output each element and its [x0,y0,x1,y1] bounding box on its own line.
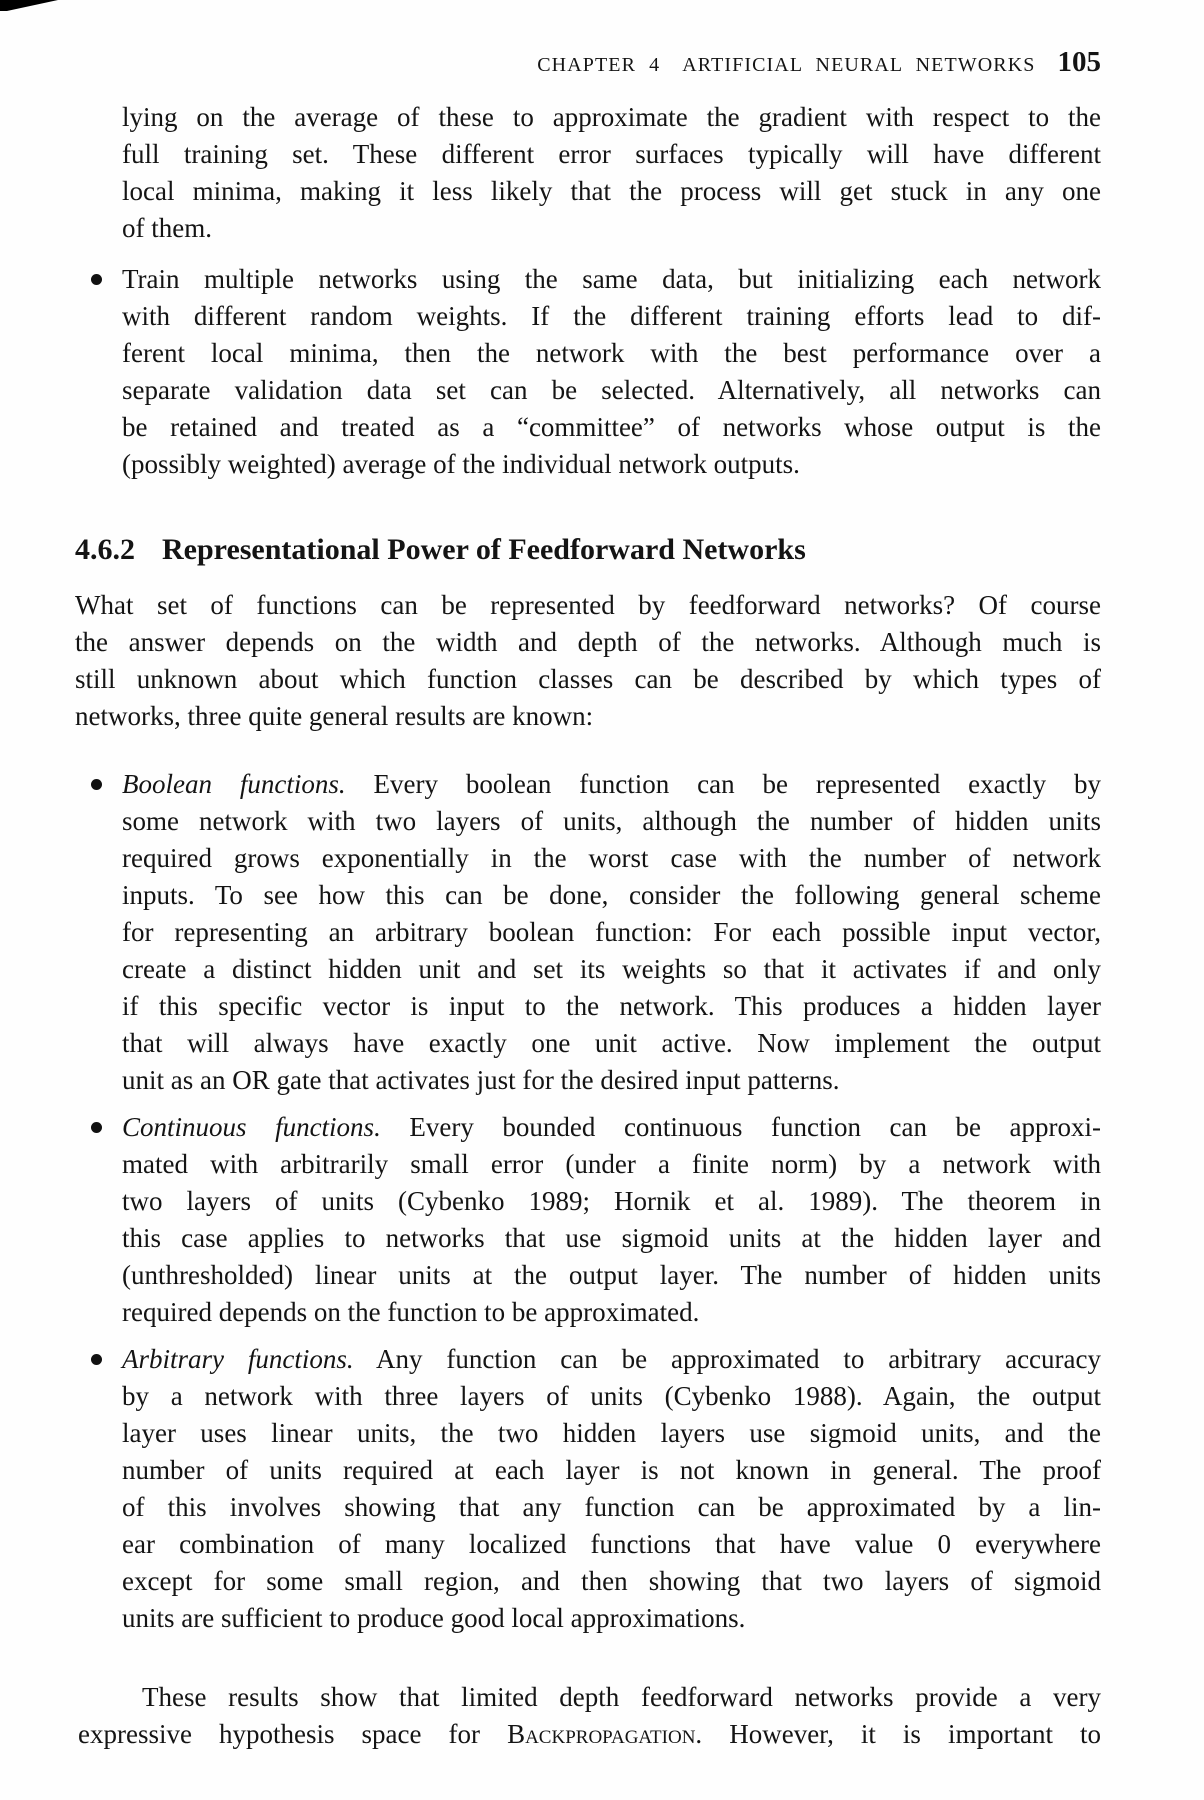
scan-corner-artifact [0,0,58,11]
text-line: ferent local minima, then the network with the best performance over a [122,338,1101,368]
list-item-boolean-functions [122,766,1101,1099]
first-line-text: Any function can be approximated to arbitrary accuracy [376,1344,1102,1374]
text-line: required depends on the function to be approximated. [122,1297,700,1327]
text-line: some network with two layers of units, although the number of hidden units [122,806,1101,836]
text-line: of this involves showing that any function can be approximated by a lin- [122,1492,1101,1522]
closing-line-2-post: . However, it is important to [695,1719,1101,1749]
list-item-first-line [122,1109,1101,1146]
text-line: except for some small region, and then showing that two layers of sigmoid [122,1566,1101,1596]
bullet-icon [91,1354,102,1365]
text-line: (possibly weighted) average of the individual network outputs. [122,449,800,479]
page-content [75,0,1101,1753]
page-number: 105 [1057,46,1101,78]
text-line: (unthresholded) linear units at the output layer. The number of hidden units [122,1260,1101,1290]
list-item-arbitrary-functions [122,1341,1101,1637]
text-line: of them. [122,213,212,243]
list-item-text [122,1146,1101,1331]
continuation-paragraph [122,99,1101,247]
italic-lead: Boolean functions. [122,769,346,799]
keyword-backpropagation: Backpropagation [507,1719,696,1749]
text-line: if this specific vector is input to the network. This produces a hidden layer [122,991,1101,1021]
text-line: with different random weights. If the different training efforts lead to dif- [122,301,1101,331]
italic-lead: Continuous functions. [122,1112,381,1142]
closing-paragraph [78,1679,1101,1753]
list-item-text [122,1378,1101,1637]
section-number: 4.6.2 [75,533,135,566]
text-line: unit as an OR gate that activates just for the desired input patterns. [122,1065,840,1095]
text-line: required grows exponentially in the worst case with the number of network [122,843,1101,873]
text-line: ear combination of many localized functions that have value 0 everywhere [122,1529,1101,1559]
list-item-text [122,261,1101,483]
text-line: layer uses linear units, the two hidden layers use sigmoid units, and the [122,1418,1101,1448]
running-header [75,46,1101,79]
text-line: be retained and treated as a “committee” of networks whose output is the [122,412,1101,442]
text-line: lying on the average of these to approximate the gradient with respect to the [122,102,1101,132]
text-line [78,1716,1101,1753]
list-item-committee [122,261,1101,483]
text-line: separate validation data set can be selected. Alternatively, all networks can [122,375,1101,405]
list-item-first-line [122,1341,1101,1378]
closing-line-1: These results show that limited depth feedforward networks provide a very [142,1682,1101,1712]
text-line: local minima, making it less likely that the process will get stuck in any one [122,176,1101,206]
list-item-text [122,803,1101,1099]
list-item-continuous-functions [122,1109,1101,1331]
overview-paragraph [75,587,1101,735]
closing-line-2-pre: expressive hypothesis space for [78,1719,481,1749]
text-line: still unknown about which function classes can be described by which types of [75,664,1101,694]
section-title: Representational Power of Feedforward Networks [162,533,806,566]
text-line: networks, three quite general results are known: [75,701,594,731]
text-line: the answer depends on the width and depth of the networks. Although much is [75,627,1101,657]
chapter-title: ARTIFICIAL NEURAL NETWORKS [682,54,1036,76]
text-line: What set of functions can be represented by feedforward networks? Of course [75,590,1101,620]
first-line-text: Every boolean function can be represented exactly by [373,769,1101,799]
bullet-icon [91,1122,102,1133]
text-line: number of units required at each layer is not known in general. The proof [122,1455,1101,1485]
list-item-first-line [122,766,1101,803]
text-line: Train multiple networks using the same data, but initializing each network [122,264,1101,294]
text-line: create a distinct hidden unit and set its weights so that it activates if and only [122,954,1101,984]
text-line: for representing an arbitrary boolean function: For each possible input vector, [122,917,1101,947]
text-line: by a network with three layers of units (Cybenko 1988). Again, the output [122,1381,1101,1411]
text-line: two layers of units (Cybenko 1989; Hornik et al. 1989). The theorem in [122,1186,1101,1216]
section-heading [75,533,1101,567]
text-line: that will always have exactly one unit active. Now implement the output [122,1028,1101,1058]
chapter-label: CHAPTER 4 [537,54,661,76]
text-line: inputs. To see how this can be done, consider the following general scheme [122,880,1101,910]
text-line: full training set. These different error surfaces typically will have different [122,139,1101,169]
bullet-icon [91,779,102,790]
text-line: mated with arbitrarily small error (under a finite norm) by a network with [122,1149,1101,1179]
italic-lead: Arbitrary functions. [122,1344,354,1374]
first-line-text: Every bounded continuous function can be approxi- [409,1112,1102,1142]
bullet-icon [91,274,102,285]
text-line [78,1679,1101,1716]
text-line: this case applies to networks that use sigmoid units at the hidden layer and [122,1223,1101,1253]
text-line: units are sufficient to produce good local approximations. [122,1603,746,1633]
